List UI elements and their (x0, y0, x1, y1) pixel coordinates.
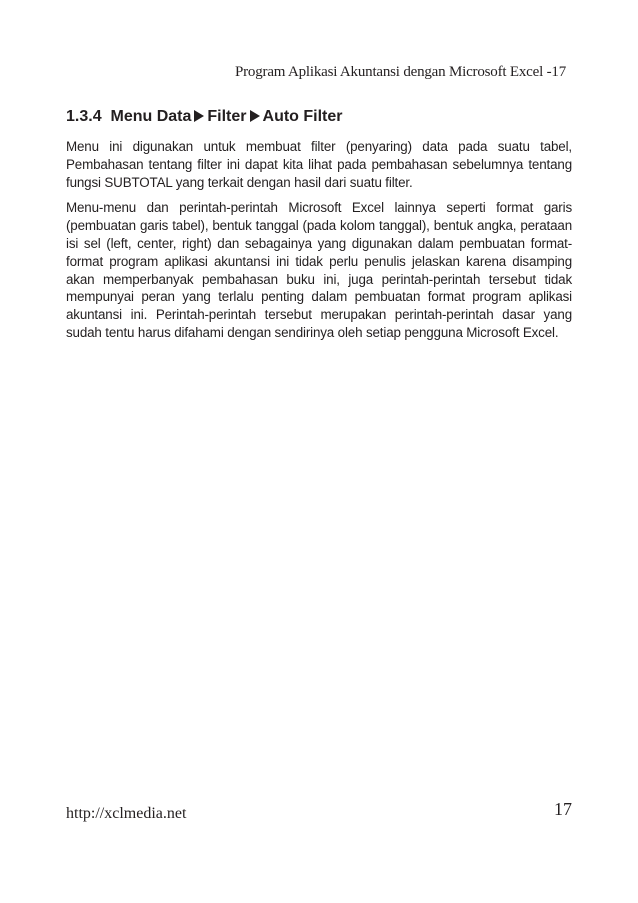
right-triangle-arrow-icon (250, 110, 260, 122)
right-triangle-arrow-icon (194, 110, 204, 122)
section-number: 1.3.4 (66, 108, 102, 125)
running-header: Program Aplikasi Akuntansi dengan Microsoft Excel -17 (234, 64, 566, 80)
section-step-filter: Filter (207, 108, 247, 125)
page-content (66, 106, 572, 342)
paragraph: Menu-menu dan perintah-perintah Microsoft Excel lainnya seperti format garis (pembuatan garis tabel), bentuk tanggal (pada kolom tanggal), bentuk angka, perataan isi sel (left, center, right) dan sebagainya yang digunakan dalam pembuatan format-format program aplikasi akuntansi ini tidak perlu penulis jelaskan karena disamping akan memperbanyak pembahasan buku ini, juga perintah-perintah tersebut tidak mempunyai peran yang terlalu penting dalam pembuatan format program aplikasi akuntansi ini. Perintah-perintah tersebut merupakan perintah-perintah dasar yang sudah tentu harus difahami dengan sendirinya oleh setiap pengguna Microsoft Excel. (66, 200, 572, 340)
footer-url: http://xclmedia.net (66, 805, 187, 822)
section-heading (66, 106, 572, 128)
section-menu: Menu Data (110, 108, 192, 125)
page-number: 17 (554, 799, 572, 819)
paragraph: Menu ini digunakan untuk membuat filter (penyaring) data pada suatu tabel, Pembahasan tentang filter ini dapat kita lihat pada pembahasan sebelumnya tentang fungsi SUBTOTAL yang terkait dengan hasil dari suatu filter. (66, 139, 572, 190)
section-step-auto-filter: Auto Filter (262, 108, 343, 125)
